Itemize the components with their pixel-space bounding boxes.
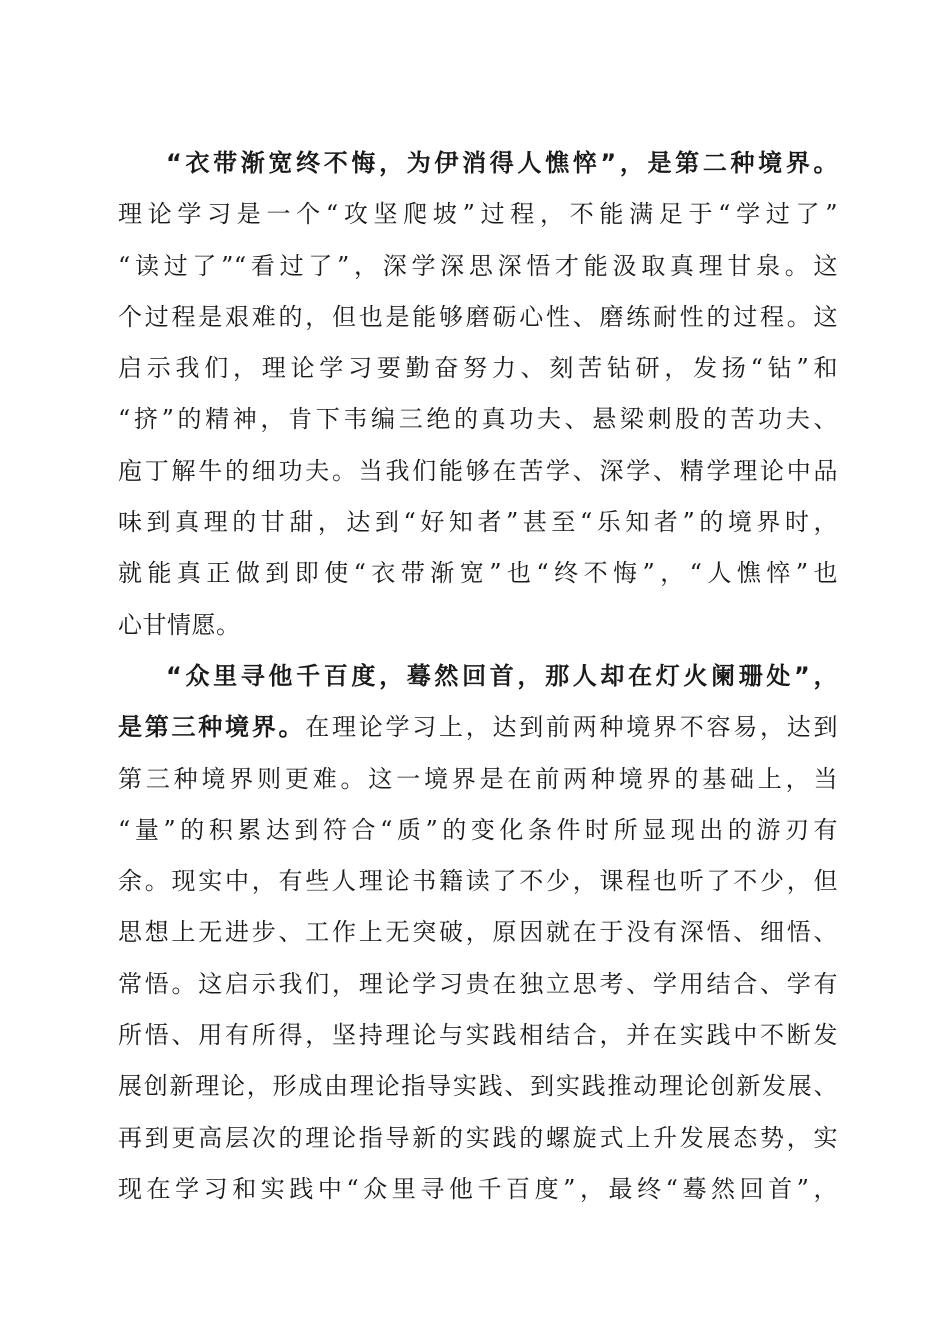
- section-heading-third-realm: “众里寻他千百度，蓦然回首，那人却在灯火阑珊处”，: [166, 661, 838, 690]
- paragraph-2-line-7: 常悟。这启示我们，理论学习贵在独立思考、学用结合、学有: [118, 969, 838, 998]
- paragraph-2-line-6: 思想上无进步、工作上无突破，原因就在于没有深悟、细悟、: [118, 918, 838, 947]
- paragraph-1-line-2: 理论学习是一个“攻坚爬坡”过程，不能满足于“学过了”: [118, 200, 838, 229]
- paragraph-1-line-9: 就能真正做到即使“衣带渐宽”也“终不悔”，“人憔悴”也: [118, 559, 838, 588]
- paragraph-2-line-11: 现在学习和实践中“众里寻他千百度”，最终“蓦然回首”，: [118, 1174, 838, 1203]
- paragraph-2-line-10: 再到更高层次的理论指导新的实践的螺旋式上升发展态势，实: [118, 1123, 838, 1152]
- paragraph-1-line-7: 庖丁解牛的细功夫。当我们能够在苦学、深学、精学理论中品: [118, 456, 838, 485]
- paragraph-2-line-5: 余。现实中，有些人理论书籍读了不少，课程也听了不少，但: [118, 867, 838, 896]
- paragraph-2-line-4: “量”的积累达到符合“质”的变化条件时所显现出的游刃有: [118, 815, 838, 844]
- paragraph-1-line-8: 味到真理的甘甜，达到“好知者”甚至“乐知者”的境界时，: [118, 508, 838, 537]
- paragraph-2-line-2: 是第三种境界。在理论学习上，达到前两种境界不容易，达到: [118, 713, 838, 742]
- paragraph-1-line-1: [118, 138, 838, 189]
- paragraph-2-line-9: 展创新理论，形成由理论指导实践、到实践推动理论创新发展、: [118, 1072, 838, 1101]
- paragraph-1-line-6: “挤”的精神，肯下韦编三绝的真功夫、悬梁刺股的苦功夫、: [118, 405, 838, 434]
- section-heading-second-realm: “衣带渐宽终不悔，为伊消得人憔悴”，是第二种境界。: [166, 149, 838, 177]
- paragraph-2-line-8: 所悟、用有所得，坚持理论与实践相结合，并在实践中不断发: [118, 1021, 838, 1050]
- paragraph-1-line-5: 启示我们，理论学习要勤奋努力、刻苦钻研，发扬“钻”和: [118, 354, 838, 383]
- paragraph-2-line-3: 第三种境界则更难。这一境界是在前两种境界的基础上，当: [118, 764, 838, 793]
- article-body: [118, 138, 838, 1215]
- paragraph-1-line-4: 个过程是艰难的，但也是能够磨砺心性、磨练耐性的过程。这: [118, 302, 838, 331]
- paragraph-1-line-3: “读过了”“看过了”，深学深思深悟才能汲取真理甘泉。这: [118, 251, 838, 280]
- paragraph-1-line-10: 心甘情愿。: [118, 610, 241, 639]
- paragraph-2-line-1: [118, 651, 838, 702]
- section-heading-third-realm-cont: 是第三种境界。: [118, 713, 306, 742]
